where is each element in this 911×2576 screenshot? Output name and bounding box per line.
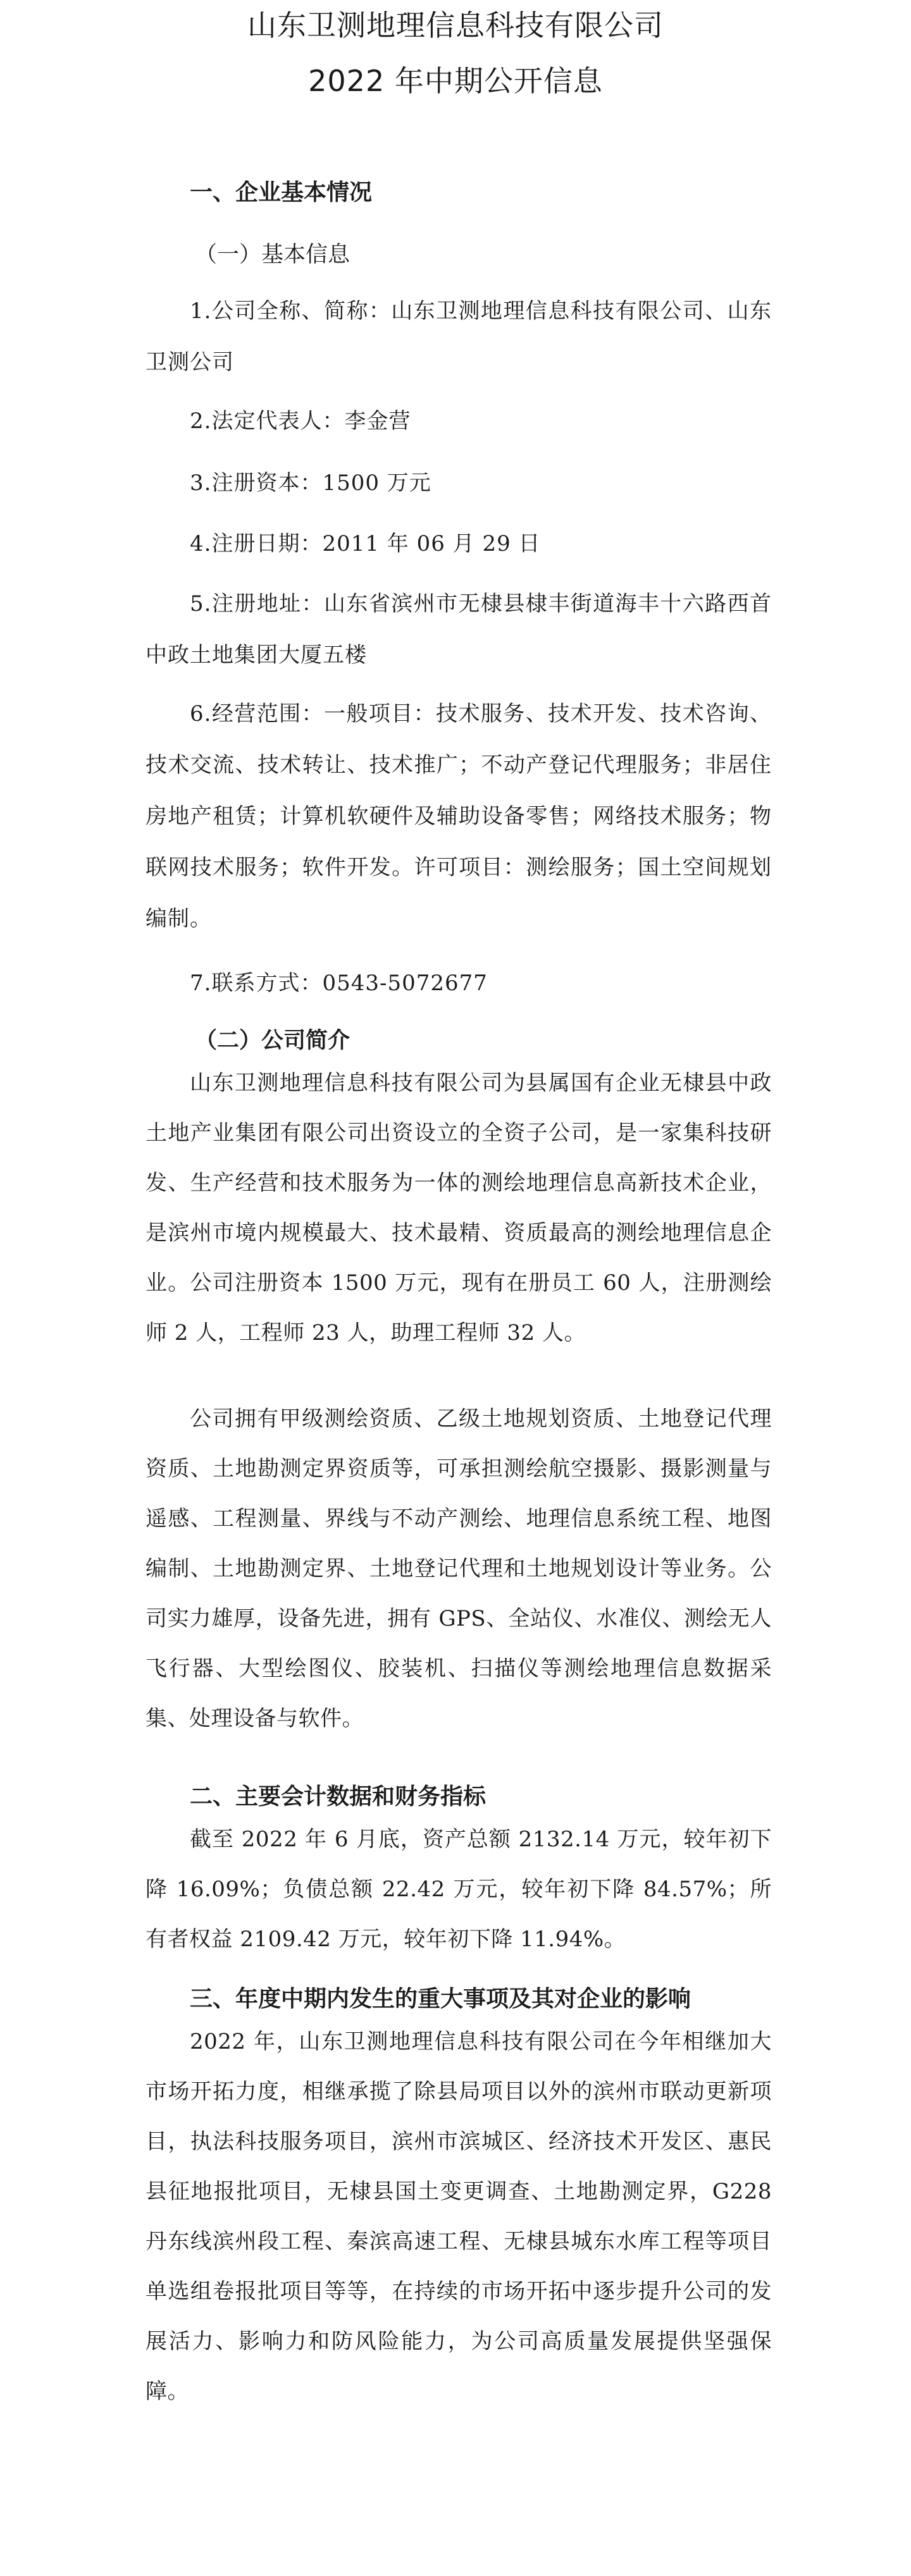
section-heading-financial: 二、主要会计数据和财务指标 bbox=[190, 1784, 486, 1810]
financial-paragraph: 截至 2022 年 6 月底，资产总额 2132.14 万元，较年初下降 16.09%；负债总额 22.42 万元，较年初下降 84.57%；所有者权益 2109.42 万元，较年初下降 11.94%。 bbox=[146, 1827, 772, 1952]
company-qualification-paragraph: 公司拥有甲级测绘资质、乙级土地规划资质、土地登记代理资质、土地勘测定界资质等，可承担测绘航空摄影、摄影测量与遥感、工程测量、界线与不动产测绘、地理信息系统工程、地图编制、土地勘测定界、土地登记代理和土地规划设计等业务。公司实力雄厚，设备先进，拥有 GPS、全站仪、水准仪、测绘无人飞行器、大型绘图仪、胶装机、扫描仪等测绘地理信息数据采集、处理设备与软件。 bbox=[146, 1406, 772, 1731]
document-title: 山东卫测地理信息科技有限公司 bbox=[247, 8, 664, 42]
document-subtitle: 2022 年中期公开信息 bbox=[308, 64, 603, 98]
section-heading-basic-info: 一、企业基本情况 bbox=[190, 180, 373, 205]
company-profile-paragraph: 山东卫测地理信息科技有限公司为县属国有企业无棣县中政土地产业集团有限公司出资设立的全资子公司，是一家集科技研发、生产经营和技术服务为一体的测绘地理信息高新技术企业，是滨州市境内规模最大、技术最精、资质最高的测绘地理信息企业。公司注册资本 1500 万元，现有在册员工 60 人，注册测绘师 2 人，工程师 23 人，助理工程师 32 人。 bbox=[146, 1070, 772, 1346]
subsection-heading-basic-info: （一）基本信息 bbox=[195, 242, 350, 267]
info-item-registered-capital: 3.注册资本：1500 万元 bbox=[190, 470, 431, 496]
subsection-heading-company-profile: （二）公司简介 bbox=[195, 1028, 350, 1053]
info-item-registered-address: 5.注册地址：山东省滨州市无棣县棣丰街道海丰十六路西首中政土地集团大厦五楼 bbox=[146, 591, 772, 668]
section-heading-major-events: 三、年度中期内发生的重大事项及其对企业的影响 bbox=[190, 1986, 691, 2012]
major-events-paragraph: 2022 年，山东卫测地理信息科技有限公司在今年相继加大市场开拓力度，相继承揽了除县局项目以外的滨州市联动更新项目，执法科技服务项目，滨州市滨城区、经济技术开发区、惠民县征地报批项目，无棣县国土变更调查、土地勘测定界，G228 丹东线滨州段工程、秦滨高速工程、无棣县城东水库工程等项目单选组卷报批项目等等，在持续的市场开拓中逐步提升公司的发展活力、影响力和防风险能力，为公司高质量发展提供坚强保障。 bbox=[146, 2029, 772, 2404]
info-item-business-scope: 6.经营范围：一般项目：技术服务、技术开发、技术咨询、技术交流、技术转让、技术推广；不动产登记代理服务；非居住房地产租赁；计算机软硬件及辅助设备零售；网络技术服务；物联网技术服务；软件开发。许可项目：测绘服务；国土空间规划编制。 bbox=[146, 701, 772, 931]
info-item-registration-date: 4.注册日期：2011 年 06 月 29 日 bbox=[190, 531, 541, 556]
info-item-company-name: 1.公司全称、简称：山东卫测地理信息科技有限公司、山东卫测公司 bbox=[146, 298, 772, 375]
info-item-contact: 7.联系方式：0543-5072677 bbox=[190, 971, 488, 996]
info-item-legal-rep: 2.法定代表人：李金营 bbox=[190, 408, 411, 434]
